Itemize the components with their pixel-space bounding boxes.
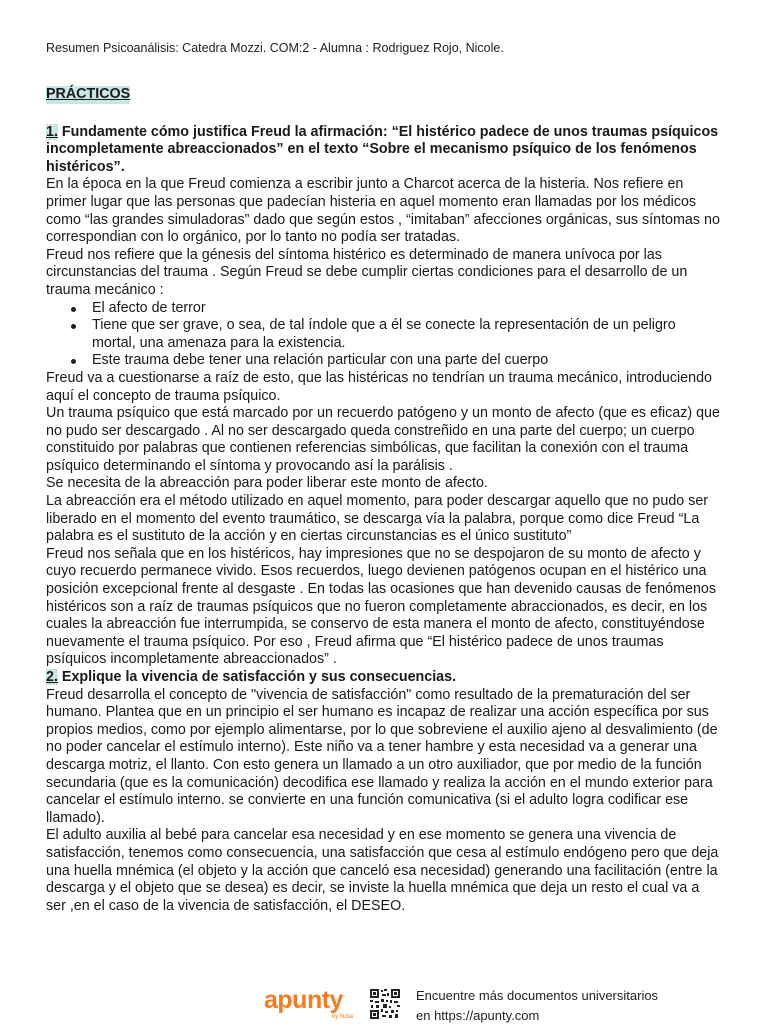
question-1-number: 1. [46,123,58,140]
q1-paragraph-5: Se necesita de la abreacción para poder liberar este monto de afecto. [46,475,488,492]
q1-paragraph-4: Un trauma psíquico que está marcado por un recuerdo patógeno y un monto de afecto (que es eficaz) que no pudo ser descargado . Al no ser descargado queda constreñido en una parte del cuerpo; un cuerpo constituido por palabras que contienen referencias simbólicas, que facilitan la conexión con el trauma psíquico determinando el síntoma y provocando así la parálisis . [46,405,720,474]
document-header: Resumen Psicoanálisis: Catedra Mozzi. COM:2 - Alumna : Rodriguez Rojo, Nicole. [46,41,504,55]
q1-paragraph-6: La abreacción era el método utilizado en aquel momento, para poder descargar aquello que no pudo ser liberado en el momento del evento traumático, se descarga vía la palabra, porque como dice Freud “La palabra es el sustituto de la acción y en ciertas circunstancias es el único sustituto” [46,493,709,545]
q1-paragraph-7: Freud nos señala que en los histéricos, hay impresiones que no se despojaron de su monto de afecto y cuyo recuerdo permanece vivido. Esos recuerdos, luego devienen patógenos ocupan en el histérico una posición excepcional frente al desgaste . En todas las ocasiones que han devenido causas de fenómenos histéricos son a raíz de traumas psíquicos que no fueron completamente abraccionados, es decir, en los cuales la abreacción fue interrumpida, se conservo de esta manera el monto de afecto, constituyéndose nuevamente el trauma psíquico. Por eso , Freud afirma que “El histérico padece de unos traumas psíquicos incompletamente abreaccionados” . [46,545,717,668]
footer-line-1: Encuentre más documentos universitarios [416,988,659,1003]
question-2 [46,669,722,687]
footer-text [416,986,658,1026]
footer-link[interactable]: en https://apunty.com [416,1008,540,1023]
logo-byline: by fiuba [332,1014,354,1020]
document-content [46,86,722,915]
list-item: El afecto de terror [92,300,722,318]
question-2-text: Explique la vivencia de satisfacción y sus consecuencias. [57,669,457,685]
qr-code-icon[interactable] [369,988,401,1020]
conditions-list [46,300,722,370]
question-2-number: 2. [46,669,58,685]
q2-paragraph-2: El adulto auxilia al bebé para cancelar esa necesidad y en ese momento se genera una vivencia de satisfacción, tenemos como consecuencia, una satisfacción que cesa al estímulo endógeno pero que deja una huella mnémica (el objeto y la acción que canceló esa necesidad) generando una facilitación (entre la descarga y el objeto que se desea) es decir, se inviste la huella mnémica que deja un resto el cual va a ser ,en el caso de la vivencia de satisfacción, el DESEO. [46,827,719,914]
question-1 [46,124,722,177]
section-title: PRÁCTICOS [46,86,131,102]
q1-paragraph-3: Freud va a cuestionarse a raíz de esto, que las histéricas no tendrían un trauma mecánico, introduciendo aquí el concepto de trauma psíquico. [46,369,712,404]
footer [264,984,724,1024]
list-item: Tiene que ser grave, o sea, de tal índole que a él se conecte la representación de un peligro mortal, una amenaza para la existencia. [92,317,722,352]
q1-paragraph-2: Freud nos refiere que la génesis del síntoma histérico es determinado de manera unívoca por las circunstancias del trauma . Según Freud se debe cumplir ciertas condiciones para el desarrollo de un trauma mecánico : [46,246,688,298]
apunty-logo[interactable]: apunty [264,986,343,1014]
question-1-text: Fundamente cómo justifica Freud la afirmación: “El histérico padece de unos traumas psíquicos incompletamente abreaccionados” en el texto “Sobre el mecanismo psíquico de los fenómenos histéricos”. [46,123,719,175]
list-item: Este trauma debe tener una relación particular con una parte del cuerpo [92,352,722,370]
q1-paragraph-1: En la época en la que Freud comienza a escribir junto a Charcot acerca de la histeria. Nos refiere en primer lugar que las personas que padecían histeria en aquel momento eran llamadas por los médicos como “las grandes simuladoras” dado que según estos , “imitaban” afecciones orgánicas, sus síntomas no correspondian con lo orgánico, por lo tanto no podía ser tratadas. [46,176,720,246]
q2-paragraph-1: Freud desarrolla el concepto de "vivencia de satisfacción" como resultado de la prematuración del ser humano. Plantea que en un principio el ser humano es incapaz de realizar una acción específica por sus propios medios, como por ejemplo alimentarse, por lo que sobreviene el auxilio ajeno al desvalimiento (de no poder cancelar el estímulo interno). Este niño va a tener hambre y esta necesidad va a generar una descarga motriz, el llanto. Con esto genera un llamado a un otro auxiliador, que por medio de la función secundaria (que es la comunicación) decodifica ese llamado y realiza la acción en el mundo exterior para cancelar el estímulo interno. se convierte en una función comunicativa (si el adulto logra codificar ese llamado). [46,686,718,826]
